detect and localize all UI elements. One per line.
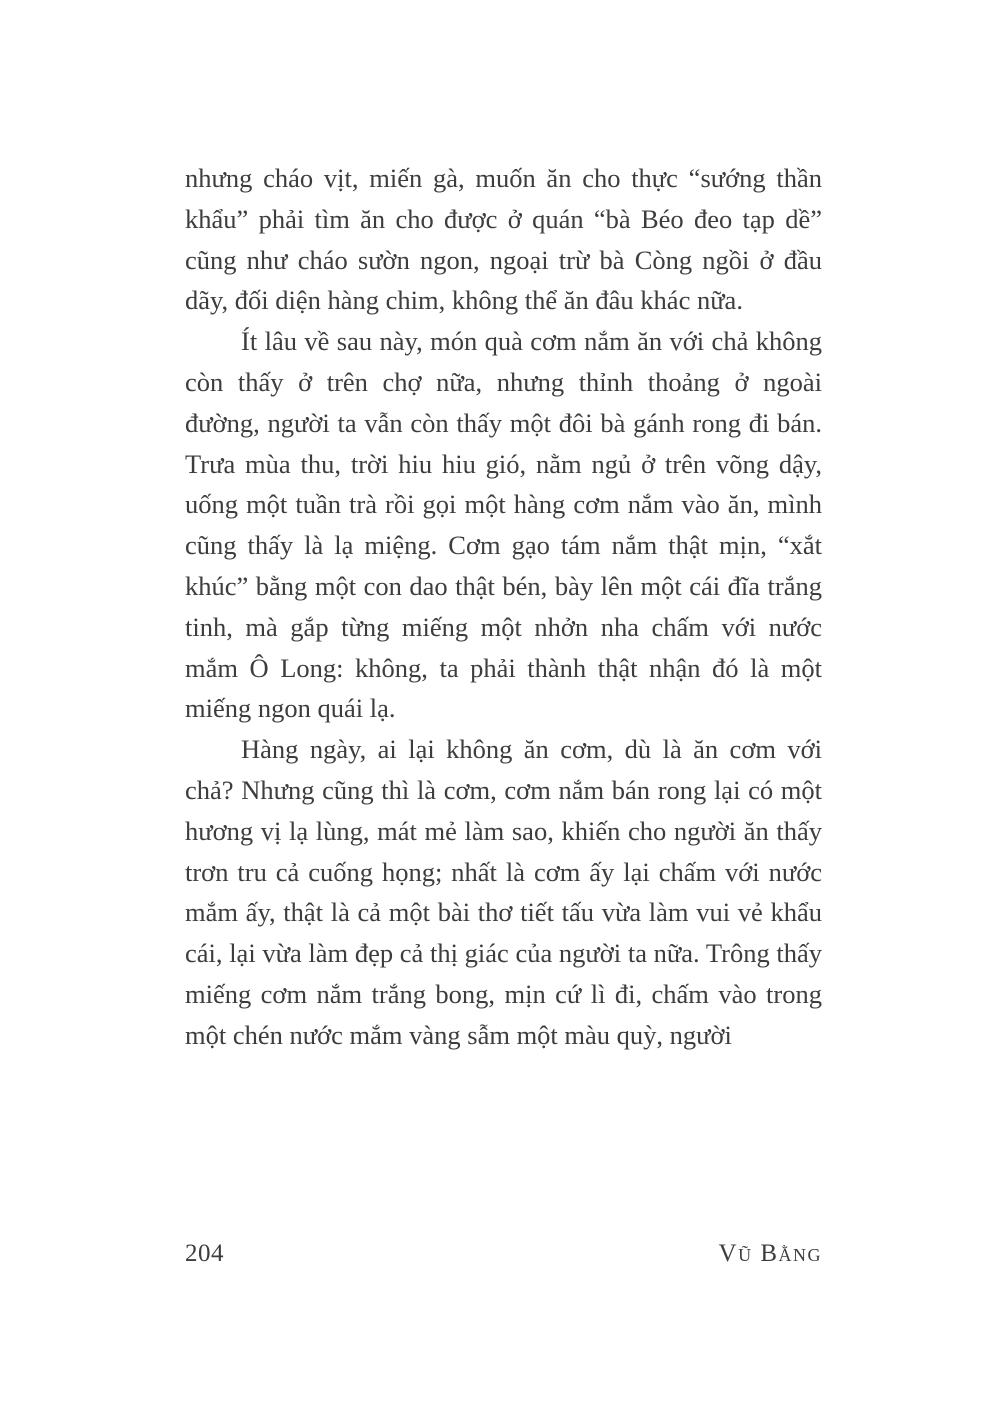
paragraph-continuation: nhưng cháo vịt, miến gà, muốn ăn cho thực “sướng thần khẩu” phải tìm ăn cho được ở quán “bà Béo đeo tạp dề” cũng như cháo sườn ngon, ngoại trừ bà Còng ngồi ở đầu dãy, đối diện hàng chim, không thể ăn đâu khác nữa. — [185, 163, 822, 316]
page-number: 204 — [185, 1240, 224, 1267]
author-name: Vũ Bằng — [718, 1240, 822, 1267]
page-footer — [185, 1240, 822, 1268]
paragraph: Ít lâu về sau này, món quà cơm nắm ăn với chả không còn thấy ở trên chợ nữa, nhưng thỉnh thoảng ở ngoài đường, người ta vẫn còn thấy một đôi bà gánh rong đi bán. Trưa mùa thu, trời hiu hiu gió, nằm ngủ ở trên võng dậy, uống một tuần trà rồi gọi một hàng cơm nắm vào ăn, mình cũng thấy là lạ miệng. Cơm gạo tám nắm thật mịn, “xắt khúc” bằng một con dao thật bén, bày lên một cái đĩa trắng tinh, mà gắp từng miếng một nhởn nha chấm với nước mắm Ô Long: không, ta phải thành thật nhận đó là một miếng ngon quái lạ. — [185, 326, 822, 724]
paragraph: Hàng ngày, ai lại không ăn cơm, dù là ăn cơm với chả? Nhưng cũng thì là cơm, cơm nắm bán rong lại có một hương vị lạ lùng, mát mẻ làm sao, khiến cho người ăn thấy trơn tru cả cuống họng; nhất là cơm ấy lại chấm với nước mắm ấy, thật là cả một bài thơ tiết tấu vừa làm vui vẻ khẩu cái, lại vừa làm đẹp cả thị giác của người ta nữa. Trông thấy miếng cơm nắm trắng bong, mịn cứ lì đi, chấm vào trong một chén nước mắm vàng sẫm một màu quỳ, người — [185, 734, 822, 1050]
page-text — [185, 158, 822, 1056]
